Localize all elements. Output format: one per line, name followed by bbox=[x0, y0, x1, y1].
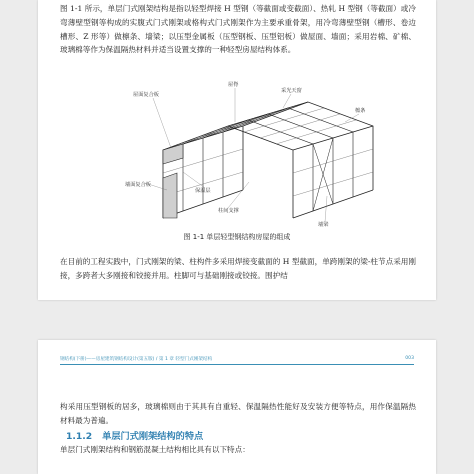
portal-frame-drawing bbox=[123, 78, 403, 238]
portal-frame-figure bbox=[123, 78, 403, 238]
section-number: 1.1.2 bbox=[66, 431, 93, 442]
label-column-bracing: 柱间支撑 bbox=[218, 208, 239, 214]
section-first-paragraph: 单层门式刚架结构和钢筋混凝土结构相比具有以下特点： bbox=[60, 445, 250, 454]
continued-paragraph: 构采用压型钢板的居多，玻璃棉则由于其具有自重轻、保温隔热性能好及安装方便等特点，用作保温隔热材料最为普遍。 bbox=[60, 402, 416, 425]
running-head bbox=[60, 356, 414, 362]
label-purlin: 檩条 bbox=[355, 108, 366, 114]
label-wall-composite: 墙面复合板 bbox=[125, 182, 151, 188]
figure-caption: 图 1-1 单层轻型钢结构房屋的组成 bbox=[183, 233, 291, 241]
wall-panel-shape bbox=[163, 173, 177, 218]
label-roof-composite: 屋面复合板 bbox=[133, 92, 159, 98]
page-number: 003 bbox=[405, 356, 414, 361]
intro-paragraph: 图 1-1 所示，单层门式刚架结构是指以轻型焊接 H 型钢（等截面或变截面）、热轧 H 型钢（等截面）或冷弯薄壁型钢等构成的实腹式门式刚架或格构式门式刚架作为主要承重骨架，用冷弯薄壁型钢（槽形、卷边槽形、Z 形等）做檩条、墙梁；以压型金属板（压型钢板、压型铝板）做屋面、墙面；采用岩棉、矿棉、玻璃棉等作为保温隔热材料并适当设置支撑的一种轻型房屋结构体系。 bbox=[60, 4, 416, 55]
book-page-bottom bbox=[38, 340, 436, 474]
section-title: 单层门式刚架结构的特点 bbox=[102, 431, 204, 442]
roof-panel-shape bbox=[163, 144, 183, 164]
book-page-top bbox=[38, 0, 436, 300]
label-skylight: 采光天窗 bbox=[281, 88, 302, 94]
section-heading bbox=[66, 428, 213, 442]
label-insulation: 保温层 bbox=[195, 188, 211, 194]
running-head-title: 钢结构(下册)——房屋建筑钢结构设计(第五版) / 第 1 章 轻型门式刚架结构 bbox=[60, 357, 213, 362]
label-ridge: 屋脊 bbox=[228, 82, 239, 88]
header-rule bbox=[60, 364, 414, 365]
practice-paragraph: 在目前的工程实践中，门式刚架的梁、柱构件多采用焊接变截面的 H 型截面，单跨刚架的梁-柱节点采用刚接，多跨者大多刚接和铰接并用。柱脚可与基础刚接或铰接。围护结 bbox=[60, 257, 416, 280]
label-wall-girt: 墙梁 bbox=[318, 222, 329, 228]
